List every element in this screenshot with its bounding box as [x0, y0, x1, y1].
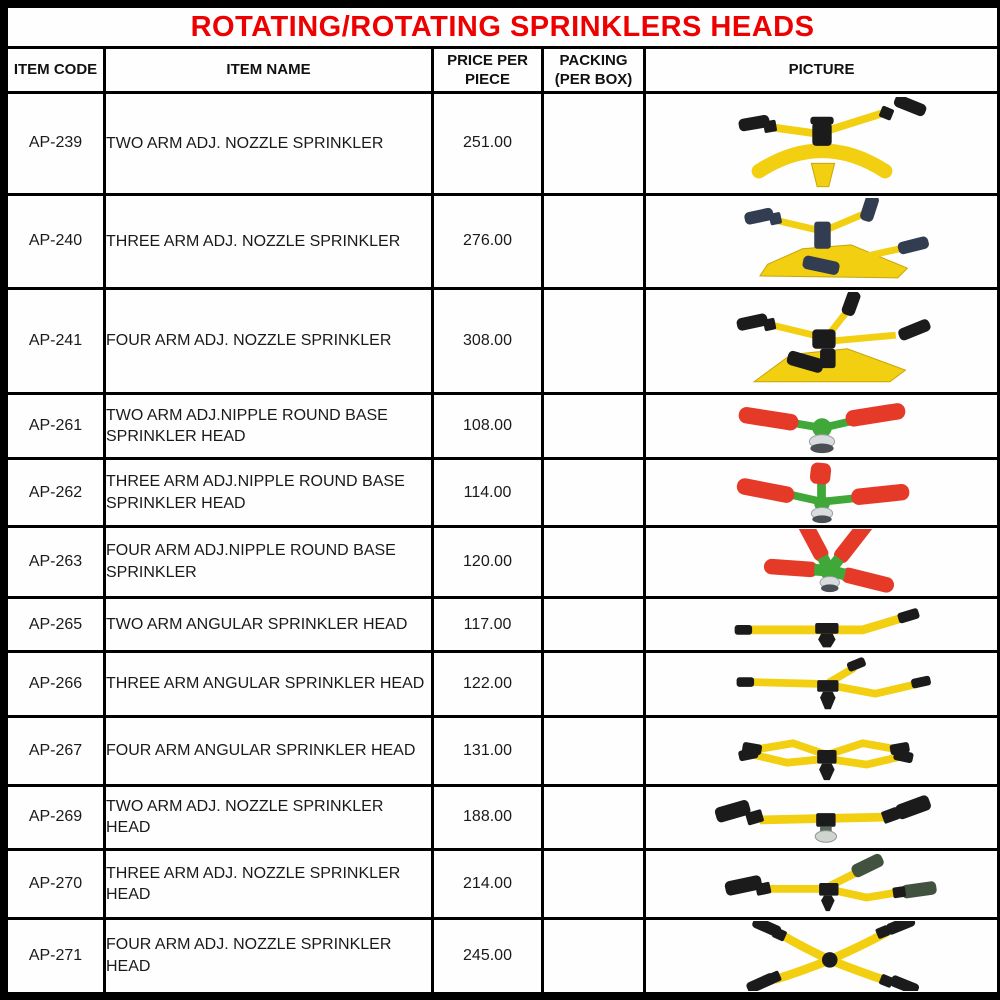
item-code: AP-271	[7, 919, 105, 994]
item-price: 245.00	[433, 919, 543, 994]
item-packing	[543, 785, 645, 850]
table-row	[7, 652, 999, 717]
table-row	[7, 289, 999, 394]
item-price: 188.00	[433, 785, 543, 850]
item-price: 251.00	[433, 93, 543, 195]
item-packing	[543, 289, 645, 394]
item-price: 276.00	[433, 194, 543, 288]
item-code: AP-241	[7, 289, 105, 394]
item-code: AP-265	[7, 597, 105, 651]
two-arm-adj-nozzle-sprinkler-photo	[657, 97, 987, 189]
item-price: 308.00	[433, 289, 543, 394]
picture-cell	[645, 785, 999, 850]
four-arm-adj-nozzle-sprinkler-photo	[657, 292, 987, 390]
picture-cell	[645, 850, 999, 919]
four-arm-nipple-round-base-photo	[657, 529, 987, 595]
two-arm-angular-sprinkler-photo	[657, 600, 987, 650]
picture-cell	[645, 194, 999, 288]
three-arm-adj-nozzle-sprinkler-photo	[657, 198, 987, 284]
picture-cell	[645, 289, 999, 394]
table-row	[7, 527, 999, 598]
table-row	[7, 716, 999, 785]
item-price: 108.00	[433, 393, 543, 459]
header-row	[7, 48, 999, 93]
four-arm-adj-nozzle-head-photo	[657, 921, 987, 991]
item-packing	[543, 93, 645, 195]
item-name: TWO ARM ANGULAR SPRINKLER HEAD	[105, 597, 433, 651]
two-arm-nipple-round-base-photo	[657, 396, 987, 456]
picture-cell	[645, 459, 999, 527]
item-name: FOUR ARM ADJ. NOZZLE SPRINKLER HEAD	[105, 919, 433, 994]
item-name: FOUR ARM ADJ. NOZZLE SPRINKLER	[105, 289, 433, 394]
item-packing	[543, 652, 645, 717]
item-name: THREE ARM ADJ. NOZZLE SPRINKLER	[105, 194, 433, 288]
item-packing	[543, 194, 645, 288]
table-row	[7, 459, 999, 527]
item-code: AP-269	[7, 785, 105, 850]
table-row	[7, 597, 999, 651]
item-code: AP-270	[7, 850, 105, 919]
item-packing	[543, 393, 645, 459]
item-name: TWO ARM ADJ. NOZZLE SPRINKLER	[105, 93, 433, 195]
three-arm-angular-sprinkler-photo	[657, 654, 987, 714]
item-code: AP-262	[7, 459, 105, 527]
picture-cell	[645, 527, 999, 598]
item-code: AP-239	[7, 93, 105, 195]
table-row	[7, 93, 999, 195]
item-packing	[543, 919, 645, 994]
col-header-item-name: ITEM NAME	[105, 48, 433, 93]
picture-cell	[645, 919, 999, 994]
item-price: 120.00	[433, 527, 543, 598]
table-row	[7, 919, 999, 994]
table-row	[7, 194, 999, 288]
col-header-packing: PACKING (PER BOX)	[543, 48, 645, 93]
item-code: AP-261	[7, 393, 105, 459]
item-price: 122.00	[433, 652, 543, 717]
item-price: 114.00	[433, 459, 543, 527]
four-arm-angular-sprinkler-photo	[657, 719, 987, 783]
two-arm-adj-nozzle-head-photo	[657, 787, 987, 847]
col-header-picture: PICTURE	[645, 48, 999, 93]
item-name: FOUR ARM ADJ.NIPPLE ROUND BASE SPRINKLER	[105, 527, 433, 598]
table-row	[7, 785, 999, 850]
picture-cell	[645, 652, 999, 717]
item-code: AP-263	[7, 527, 105, 598]
item-name: TWO ARM ADJ. NOZZLE SPRINKLER HEAD	[105, 785, 433, 850]
three-arm-adj-nozzle-head-photo	[657, 852, 987, 916]
sprinkler-catalog-table	[5, 5, 1000, 995]
picture-cell	[645, 716, 999, 785]
item-packing	[543, 527, 645, 598]
table-row	[7, 850, 999, 919]
item-name: FOUR ARM ANGULAR SPRINKLER HEAD	[105, 716, 433, 785]
picture-cell	[645, 393, 999, 459]
item-name: THREE ARM ADJ.NIPPLE ROUND BASE SPRINKLER HEAD	[105, 459, 433, 527]
item-code: AP-240	[7, 194, 105, 288]
item-packing	[543, 716, 645, 785]
title-row	[7, 7, 999, 48]
item-packing	[543, 597, 645, 651]
col-header-item-code: ITEM CODE	[7, 48, 105, 93]
picture-cell	[645, 93, 999, 195]
item-name: THREE ARM ANGULAR SPRINKLER HEAD	[105, 652, 433, 717]
item-code: AP-266	[7, 652, 105, 717]
item-packing	[543, 459, 645, 527]
item-name: THREE ARM ADJ. NOZZLE SPRINKLER HEAD	[105, 850, 433, 919]
item-packing	[543, 850, 645, 919]
col-header-price: PRICE PER PIECE	[433, 48, 543, 93]
item-price: 214.00	[433, 850, 543, 919]
item-code: AP-267	[7, 716, 105, 785]
page-title: ROTATING/ROTATING SPRINKLERS HEADS	[7, 7, 999, 48]
three-arm-nipple-round-base-photo	[657, 462, 987, 524]
item-price: 131.00	[433, 716, 543, 785]
picture-cell	[645, 597, 999, 651]
item-price: 117.00	[433, 597, 543, 651]
table-row	[7, 393, 999, 459]
item-name: TWO ARM ADJ.NIPPLE ROUND BASE SPRINKLER HEAD	[105, 393, 433, 459]
